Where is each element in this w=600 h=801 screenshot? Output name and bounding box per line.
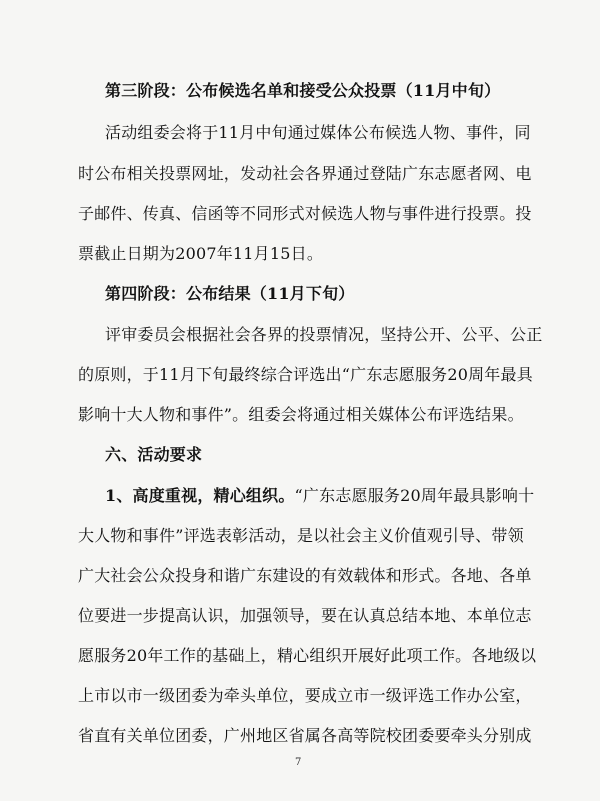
- paragraph-line: 上市以市一级团委为牵头单位，要成立市一级评选工作办公室，: [78, 686, 532, 705]
- paragraph-line-requirement-1: [105, 486, 534, 506]
- paragraph-line: 子邮件、传真、信函等不同形式对候选人物与事件进行投票。投: [78, 204, 532, 223]
- paragraph-line: 愿服务20年工作的基础上，精心组织开展好此项工作。各地级以: [78, 646, 537, 665]
- heading-phase-three: 第三阶段：公布候选名单和接受公众投票（11月中旬）: [105, 81, 501, 100]
- heading-phase-four: 第四阶段：公布结果（11月下旬）: [105, 284, 355, 303]
- paragraph-line: 影响十大人物和事件”。组委会将通过相关媒体公布评选结果。: [78, 405, 524, 424]
- page-number: 7: [295, 757, 302, 768]
- paragraph-line: 广大社会公众投身和谐广东建设的有效载体和形式。各地、各单: [78, 566, 532, 585]
- paragraph-line: 省直有关单位团委，广州地区省属各高等院校团委要牵头分别成: [78, 726, 532, 745]
- requirement-1-title: 1、高度重视，精心组织。: [105, 486, 295, 505]
- paragraph-line: 票截止日期为2007年11月15日。: [78, 244, 324, 263]
- paragraph-line: 时公布相关投票网址，发动社会各界通过登陆广东志愿者网、电: [78, 164, 532, 183]
- paragraph-line: 大人物和事件”评选表彰活动，是以社会主义价值观引导、带领: [78, 526, 524, 545]
- paragraph-line: 评审委员会根据社会各界的投票情况，坚持公开、公平、公正: [105, 325, 543, 344]
- paragraph-line: 活动组委会将于11月中旬通过媒体公布候选人物、事件，同: [105, 123, 531, 142]
- section-heading-requirements: 六、活动要求: [105, 445, 203, 464]
- paragraph-line: 位要进一步提高认识，加强领导，要在认真总结本地、本单位志: [78, 606, 532, 625]
- requirement-1-text: “广东志愿服务20周年最具影响十: [294, 486, 535, 505]
- paragraph-line: 的原则，于11月下旬最终综合评选出“广东志愿服务20周年最具: [78, 365, 533, 384]
